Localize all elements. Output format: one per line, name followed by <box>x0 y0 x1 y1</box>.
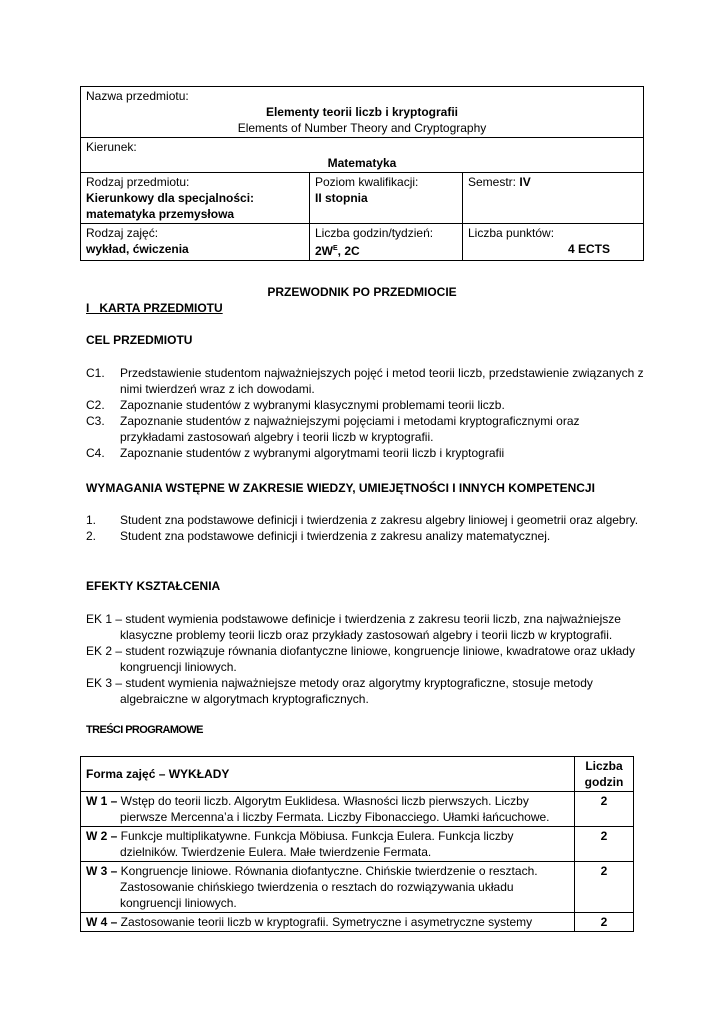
hours-value-c: , 2C <box>337 244 360 258</box>
list-item-number: C3. <box>86 414 105 428</box>
lectures-header-hours <box>575 757 634 792</box>
list-item <box>86 512 646 528</box>
guide-title: PRZEWODNIK PO PRZEDMIOCIE <box>267 285 457 299</box>
ects-label: Liczba punktów: <box>468 226 555 240</box>
lecture-topic-cell <box>81 792 575 827</box>
list-item-text: Zapoznanie studentów z najważniejszymi pojęciami i metodami kryptograficznymi oraz przykładami zastosowań algebry i teorii liczb w kryptografii. <box>120 414 580 444</box>
lectures-header-hours-line1: Liczba <box>585 759 623 773</box>
outcome-item: EK 2 – student rozwiązuje równania diofantyczne liniowe, kongruencje liniowe, kwadratowe oraz układy kongruencji liniowych. <box>86 644 635 674</box>
list-item-number: C1. <box>86 366 105 380</box>
hours-cell <box>310 224 463 261</box>
hours-value-w: 2W <box>315 244 333 258</box>
section-tresci-heading: TREŚCI PROGRAMOWE <box>86 724 203 736</box>
list-item-text: Student zna podstawowe definicji i twierdzenia z zakresu algebry liniowej i geometrii oraz algebry. <box>120 513 639 527</box>
lecture-code: W 4 – <box>86 915 118 929</box>
list-item <box>86 365 646 397</box>
course-info-table <box>80 86 644 261</box>
lecture-text: Wstęp do teorii liczb. Algorytm Euklidesa. Własności liczb pierwszych. Liczby pierwsze Mercenna’a i liczby Fermata. Liczby Fibonacciego. Ułamki łańcuchowe. <box>117 794 550 824</box>
course-type-cell <box>81 173 310 224</box>
list-item <box>86 397 646 413</box>
course-type-label: Rodzaj przedmiotu: <box>86 175 190 189</box>
outcome-item: EK 3 – student wymienia najważniejsze metody oraz algorytmy kryptograficzne, stosuje metody algebraiczne w algorytmach kryptograficznych. <box>86 676 593 706</box>
course-name-label: Nazwa przedmiotu: <box>86 89 189 103</box>
lecture-code: W 3 – <box>86 864 118 878</box>
requirements-list <box>86 512 646 544</box>
lectures-header-hours-line2: godzin <box>584 775 624 789</box>
list-item <box>86 528 646 544</box>
lecture-hours: 2 <box>575 913 634 932</box>
hours-label: Liczba godzin/tydzień: <box>315 226 434 240</box>
list-item-text: Zapoznanie studentów z wybranymi algorytmami teorii liczb i kryptografii <box>120 446 505 460</box>
section-efekty-heading: EFEKTY KSZTAŁCENIA <box>86 579 221 593</box>
table-row <box>81 827 634 862</box>
outcome-item: EK 1 – student wymienia podstawowe definicje i twierdzenia z zakresu teorii liczb, zna najważniejsze klasyczne problemy teorii liczb oraz przykłady zastosowań algebry i teorii liczb w kryptografii. <box>86 612 621 642</box>
section-wymagania-heading: WYMAGANIA WSTĘPNE W ZAKRESIE WIEDZY, UMIEJĘTNOŚCI I INNYCH KOMPETENCJI <box>86 481 595 495</box>
class-type-cell <box>81 224 310 261</box>
course-title-en: Elements of Number Theory and Cryptography <box>237 121 487 135</box>
lecture-hours: 2 <box>575 827 634 862</box>
goals-list <box>86 365 646 461</box>
ects-cell <box>463 224 644 261</box>
lecture-hours: 2 <box>575 792 634 827</box>
lecture-code: W 2 – <box>86 829 118 843</box>
course-name-cell <box>81 87 644 138</box>
lecture-code: W 1 – <box>86 794 118 808</box>
lecture-text: Zastosowanie teorii liczb w kryptografii. Symetryczne i asymetryczne systemy <box>117 915 533 929</box>
field-cell <box>81 138 644 173</box>
field-value: Matematyka <box>327 156 397 170</box>
semester-value: IV <box>519 175 531 189</box>
list-item <box>86 445 646 461</box>
lectures-header-form: Forma zajęć – WYKŁADY <box>81 757 575 792</box>
list-item-number: 2. <box>86 529 97 543</box>
qualification-value: II stopnia <box>315 191 368 205</box>
lecture-text: Funkcje multiplikatywne. Funkcja Möbiusa. Funkcja Eulera. Funkcja liczby dzielników. Twierdzenie Eulera. Małe twierdzenie Fermata. <box>117 829 514 859</box>
list-item-number: 1. <box>86 513 97 527</box>
section-karta-heading: I KARTA PRZEDMIOTU <box>86 301 223 315</box>
table-row <box>81 862 634 913</box>
list-item-text: Zapoznanie studentów z wybranymi klasycznymi problemami teorii liczb. <box>120 398 505 412</box>
lecture-hours: 2 <box>575 862 634 913</box>
lecture-text: Kongruencje liniowe. Równania diofantyczne. Chińskie twierdzenie o resztach. Zastosowanie chińskiego twierdzenia o resztach do rozwiązywania układu kongruencji liniowych. <box>117 864 538 910</box>
lecture-topic-cell <box>81 827 575 862</box>
course-title-pl: Elementy teorii liczb i kryptografii <box>265 105 459 119</box>
qualification-cell <box>310 173 463 224</box>
semester-label: Semestr: <box>468 175 520 189</box>
list-item <box>86 413 646 445</box>
list-item-number: C2. <box>86 398 105 412</box>
course-type-value-1: Kierunkowy dla specjalności: <box>86 191 255 205</box>
hours-value <box>315 241 457 259</box>
ects-value: 4 ECTS <box>567 242 610 256</box>
class-type-label: Rodzaj zajęć: <box>86 226 159 240</box>
list-item-text: Student zna podstawowe definicji i twierdzenia z zakresu analizy matematycznej. <box>120 529 551 543</box>
list-item-number: C4. <box>86 446 105 460</box>
hours-value-sup: E <box>333 245 338 252</box>
qualification-label: Poziom kwalifikacji: <box>315 175 419 189</box>
table-row <box>81 913 634 932</box>
semester-cell <box>463 173 644 224</box>
list-item-text: Przedstawienie studentom najważniejszych pojęć i metod teorii liczb, przedstawienie związanych z nimi twierdzeń wraz z ich dowodami. <box>120 366 644 396</box>
field-label: Kierunek: <box>86 140 137 154</box>
lecture-topic-cell <box>81 862 575 913</box>
table-row <box>81 792 634 827</box>
lectures-table <box>80 756 634 932</box>
learning-outcomes-list <box>86 611 650 707</box>
class-type-value: wykład, ćwiczenia <box>86 242 189 256</box>
section-cel-heading: CEL PRZEDMIOTU <box>86 333 193 347</box>
course-type-value-2: matematyka przemysłowa <box>86 207 235 221</box>
lecture-topic-cell <box>81 913 575 932</box>
